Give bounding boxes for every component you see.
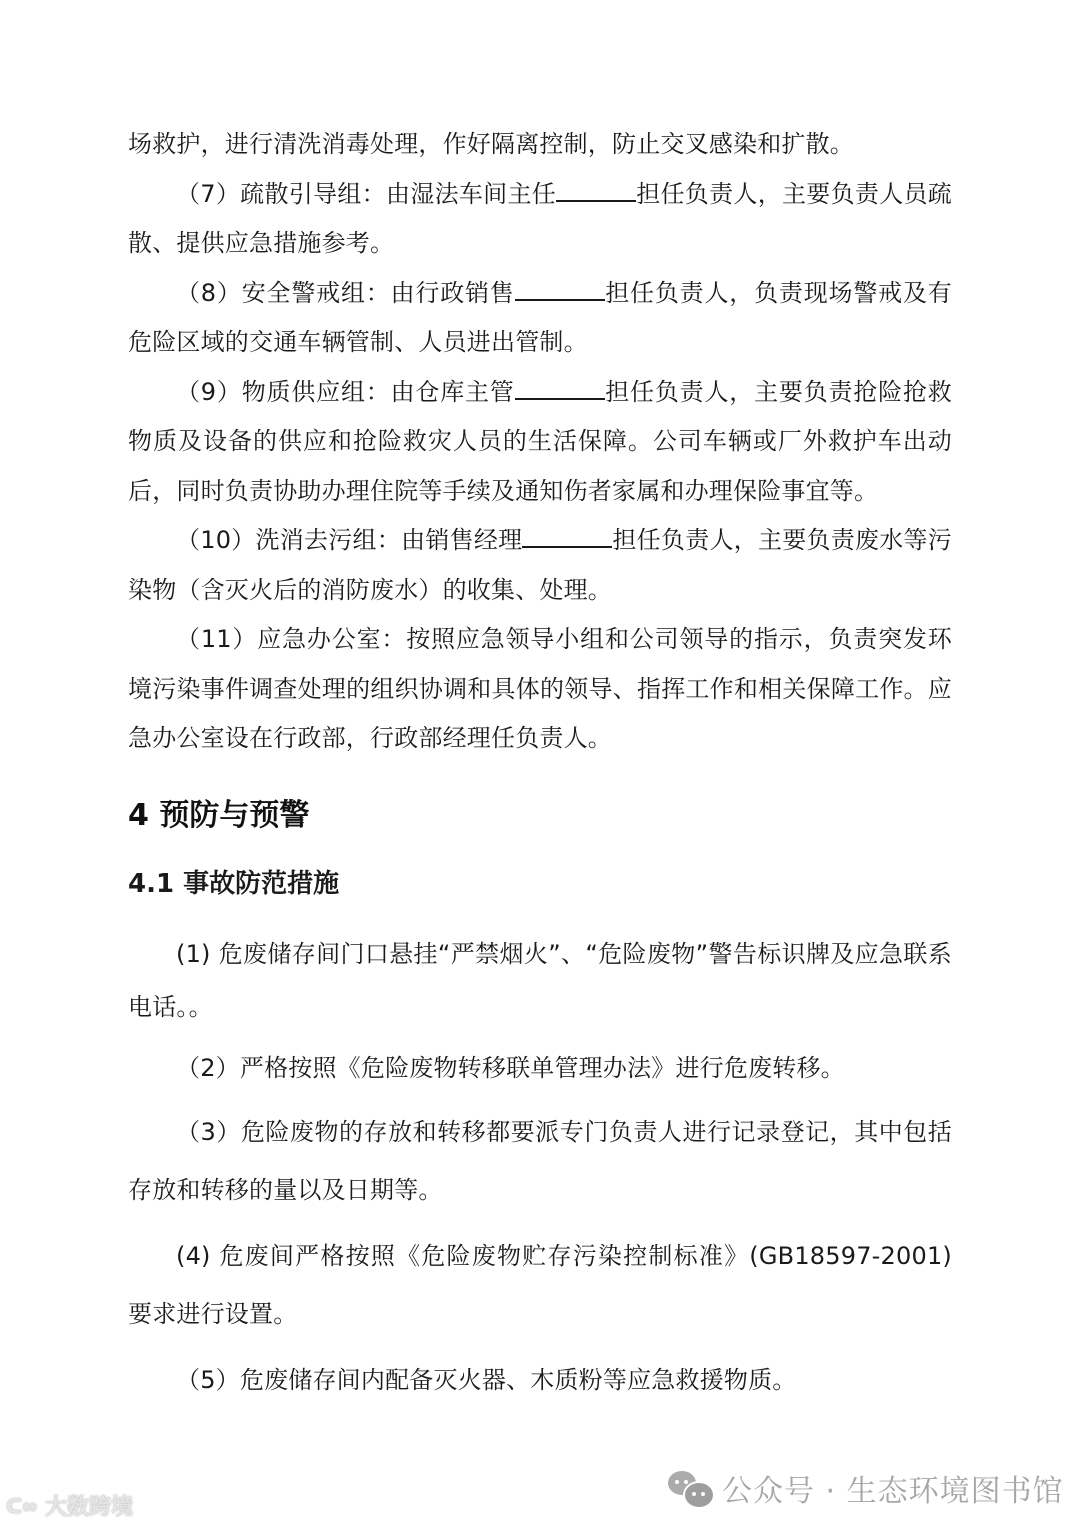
measure-item-5: （5）危废储存间内配备灭火器、木质粉等应急救援物质。 <box>176 1365 797 1394</box>
item-8-prefix: （8）安全警戒组：由行政销售 <box>176 278 515 307</box>
measure-item-3: （3）危险废物的存放和转移都要派专门负责人进行记录登记，其中包括存放和转移的量以及日期等。 <box>128 1117 952 1204</box>
paragraph-item-11: （11）应急办公室：按照应急领导小组和公司领导的指示，负责突发环境污染事件调查处理的组织协调和具体的领导、指挥工作和相关保障工作。应急办公室设在行政部，行政部经理任负责人。 <box>128 625 952 752</box>
measure-item-2: （2）严格按照《危险废物转移联单管理办法》进行危废转移。 <box>176 1053 845 1082</box>
item-7-suffix: 担任负责人，主要负责人员疏散、提供应急措施参考。 <box>128 179 953 257</box>
wechat-icon <box>668 1469 712 1507</box>
section-heading: 4 预防与预警 <box>128 797 310 833</box>
document-page <box>128 120 952 1409</box>
item-9-prefix: （9）物质供应组：由仓库主管 <box>176 377 515 406</box>
item-10-suffix: 担任负责人，主要负责废水等污染物（含灭火后的消防废水）的收集、处理。 <box>128 526 952 604</box>
fill-in-blank <box>515 378 605 400</box>
wechat-bubble-front <box>683 1481 715 1509</box>
measure-item-4: (4) 危废间严格按照《危险废物贮存污染控制标准》(GB18597-2001) 要求进行设置。 <box>128 1241 952 1328</box>
item-10-prefix: （10）洗消去污组：由销售经理 <box>176 526 523 554</box>
brand-watermark <box>6 1490 133 1521</box>
measure-item-1: (1) 危废储存间门口悬挂“严禁烟火”、“危险废物”警告标识牌及应急联系电话。。 <box>128 939 952 1021</box>
wechat-account-name: 公众号 · 生态环境图书馆 <box>722 1474 1064 1509</box>
paragraph-item-8 <box>128 269 952 368</box>
fill-in-blank <box>522 526 612 548</box>
item-8-suffix: 担任负责人，负责现场警戒及有危险区域的交通车辆管制、人员进出管制。 <box>128 278 952 356</box>
brand-logo-icon: ᑕ∞ <box>6 1493 37 1518</box>
fill-in-blank <box>556 180 636 202</box>
fill-in-blank <box>515 279 605 301</box>
wechat-account-watermark <box>668 1466 1064 1510</box>
item-7-prefix: （7）疏散引导组：由湿法车间主任 <box>176 179 557 208</box>
brand-name: 大数跨境 <box>44 1495 133 1520</box>
paragraph-continuation: 场救护，进行清洗消毒处理，作好隔离控制，防止交叉感染和扩散。 <box>128 130 854 158</box>
measures-list <box>128 928 952 1409</box>
item-9-suffix: 担任负责人，主要负责抢险抢救物质及设备的供应和抢险救灾人员的生活保障。公司车辆或厂外救护车出动后，同时负责协助办理住院等手续及通知伤者家属和办理保险事宜等。 <box>128 377 952 505</box>
subsection-heading: 4.1 事故防范措施 <box>128 868 340 899</box>
paragraph-item-10 <box>128 516 952 615</box>
paragraph-item-9 <box>128 368 952 517</box>
paragraph-item-7 <box>128 170 952 269</box>
